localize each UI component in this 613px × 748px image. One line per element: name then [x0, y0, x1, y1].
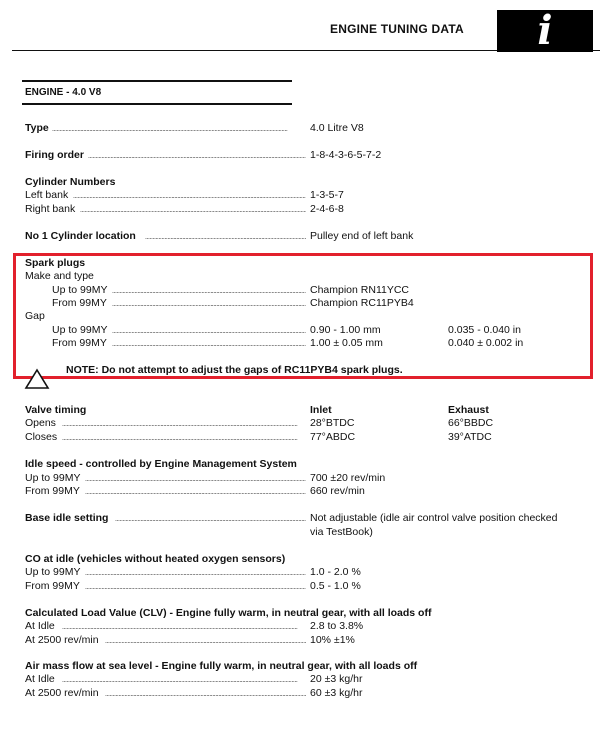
- base-idle-value-line1: Not adjustable (idle air control valve position checked: [310, 512, 558, 524]
- co-up-label: Up to 99MY: [25, 566, 81, 578]
- gap-up-in: 0.035 - 0.040 in: [448, 324, 521, 336]
- right-bank-value: 2-4-6-8: [310, 203, 344, 215]
- gap-up-mm: 0.90 - 1.00 mm: [310, 324, 381, 336]
- clv-idle-label: At Idle: [25, 620, 55, 632]
- firing-order-label: Firing order: [25, 149, 84, 161]
- leader-dots: [88, 149, 306, 162]
- no1-cylinder-label: No 1 Cylinder location: [25, 230, 136, 242]
- airmass-heading: Air mass flow at sea level - Engine fully warm, in neutral gear, with all loads off: [25, 660, 418, 672]
- spark-plugs-heading: Spark plugs: [25, 257, 86, 269]
- section-rule-bottom: [22, 103, 292, 105]
- info-icon: i: [497, 10, 593, 52]
- leader-dots: [145, 230, 306, 243]
- make-type-label: Make and type: [25, 270, 94, 282]
- make-from-label: From 99MY: [52, 297, 107, 309]
- clv-heading: Calculated Load Value (CLV) - Engine fully warm, in neutral gear, with all loads off: [25, 607, 432, 619]
- valve-timing-heading: Valve timing: [25, 404, 87, 416]
- gap-label: Gap: [25, 310, 45, 322]
- opens-exhaust: 66°BBDC: [448, 417, 494, 429]
- leader-dots: [115, 512, 306, 525]
- gap-up-label: Up to 99MY: [52, 324, 108, 336]
- page-title: ENGINE TUNING DATA: [330, 22, 464, 36]
- left-bank-label: Left bank: [25, 189, 69, 201]
- leader-dots: [112, 297, 306, 310]
- spark-plugs-highlight: [13, 253, 593, 379]
- leader-dots: [85, 485, 306, 498]
- leader-dots: [85, 580, 306, 593]
- right-bank-label: Right bank: [25, 203, 76, 215]
- idle-from-value: 660 rev/min: [310, 485, 365, 497]
- gap-from-in: 0.040 ± 0.002 in: [448, 337, 524, 349]
- gap-from-mm: 1.00 ± 0.05 mm: [310, 337, 383, 349]
- clv-idle-value: 2.8 to 3.8%: [310, 620, 364, 632]
- clv-2500-label: At 2500 rev/min: [25, 634, 99, 646]
- spark-note: NOTE: Do not attempt to adjust the gaps of RC11PYB4 spark plugs.: [66, 364, 403, 376]
- firing-order-value: 1-8-4-3-6-5-7-2: [310, 149, 382, 161]
- opens-inlet: 28°BTDC: [310, 417, 355, 429]
- airmass-2500-value: 60 ±3 kg/hr: [310, 687, 363, 699]
- leader-dots: [62, 673, 306, 686]
- leader-dots: [105, 634, 306, 647]
- type-value: 4.0 Litre V8: [310, 122, 364, 134]
- closes-exhaust: 39°ATDC: [448, 431, 492, 443]
- clv-2500-value: 10% ±1%: [310, 634, 355, 646]
- leader-dots: [52, 122, 306, 135]
- leader-dots: [112, 337, 306, 350]
- make-up-label: Up to 99MY: [52, 284, 108, 296]
- section-title: ENGINE - 4.0 V8: [25, 87, 102, 98]
- inlet-heading: Inlet: [310, 404, 332, 416]
- no1-cylinder-value: Pulley end of left bank: [310, 230, 414, 242]
- leader-dots: [80, 203, 306, 216]
- idle-up-value: 700 ±20 rev/min: [310, 472, 386, 484]
- leader-dots: [62, 417, 306, 430]
- make-from-value: Champion RC11PYB4: [310, 297, 414, 309]
- section-rule-top: [22, 80, 292, 82]
- leader-dots: [105, 687, 306, 700]
- type-label: Type: [25, 122, 49, 134]
- co-up-value: 1.0 - 2.0 %: [310, 566, 361, 578]
- idle-up-label: Up to 99MY: [25, 472, 81, 484]
- warning-triangle-icon: [24, 368, 50, 390]
- leader-dots: [85, 566, 306, 579]
- airmass-idle-value: 20 ±3 kg/hr: [310, 673, 363, 685]
- base-idle-value-line2: via TestBook): [310, 526, 373, 538]
- base-idle-label: Base idle setting: [25, 512, 109, 524]
- leader-dots: [112, 284, 306, 297]
- cylinder-numbers-heading: Cylinder Numbers: [25, 176, 116, 188]
- airmass-2500-label: At 2500 rev/min: [25, 687, 99, 699]
- closes-inlet: 77°ABDC: [310, 431, 356, 443]
- exhaust-heading: Exhaust: [448, 404, 489, 416]
- co-heading: CO at idle (vehicles without heated oxygen sensors): [25, 553, 286, 565]
- leader-dots: [112, 324, 306, 337]
- leader-dots: [62, 620, 306, 633]
- co-from-value: 0.5 - 1.0 %: [310, 580, 361, 592]
- left-bank-value: 1-3-5-7: [310, 189, 344, 201]
- gap-from-label: From 99MY: [52, 337, 107, 349]
- leader-dots: [73, 189, 306, 202]
- co-from-label: From 99MY: [25, 580, 80, 592]
- closes-label: Closes: [25, 431, 58, 443]
- leader-dots: [85, 472, 306, 485]
- leader-dots: [62, 431, 306, 444]
- opens-label: Opens: [25, 417, 56, 429]
- idle-speed-heading: Idle speed - controlled by Engine Management System: [25, 458, 297, 470]
- idle-from-label: From 99MY: [25, 485, 80, 497]
- make-up-value: Champion RN11YCC: [310, 284, 410, 296]
- airmass-idle-label: At Idle: [25, 673, 55, 685]
